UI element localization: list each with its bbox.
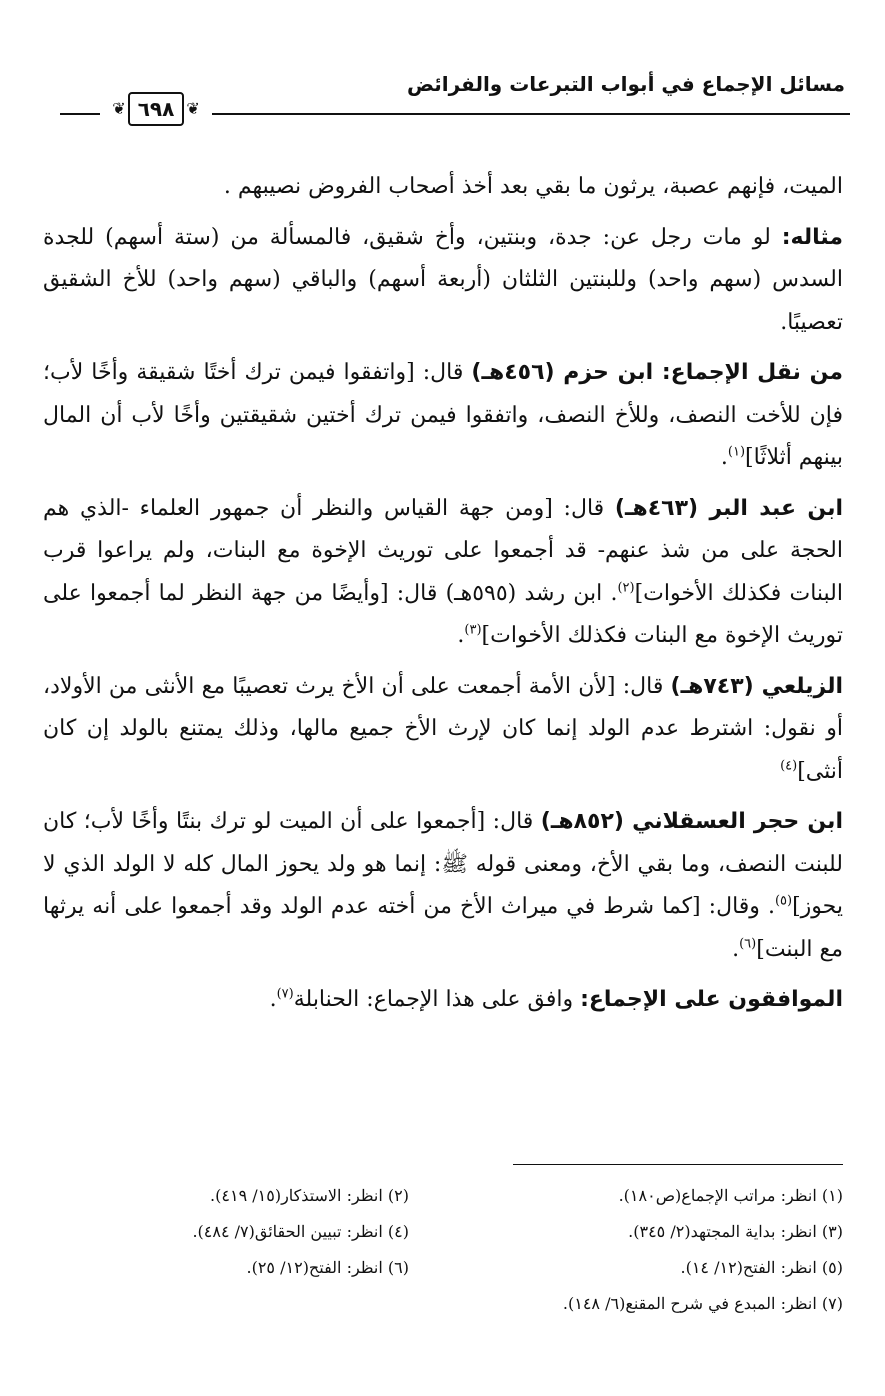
footnote-3: (٣) انظر: بداية المجتهد(٢/ ٣٤٥). bbox=[628, 1222, 843, 1241]
paragraph-text: قال: [لأن الأمة أجمعت على أن الأخ يرث تعصيبًا مع الأنثى من الأولاد، أو نقول: اشترط عدم الولد إنما كان لإرث الأخ جميع مالها، وذلك يمتنع بالولد إن كان أنثى] bbox=[43, 673, 843, 784]
paragraph-tail: . bbox=[269, 987, 277, 1012]
footnotes bbox=[43, 1178, 843, 1322]
footnote-ref[interactable]: (٣) bbox=[464, 622, 482, 638]
paragraph-ibn-hazm bbox=[43, 352, 843, 480]
footnote-7: (٧) انظر: المبدع في شرح المقنع(٦/ ١٤٨). bbox=[562, 1294, 843, 1313]
ornament-right-icon: ❦ bbox=[186, 99, 200, 118]
page-number-frame bbox=[100, 91, 212, 127]
footnote-row bbox=[43, 1286, 843, 1322]
paragraph-lead: ابن حجر العسقلاني (٨٥٢هـ) bbox=[540, 809, 843, 834]
ornament-left-icon: ❦ bbox=[112, 99, 126, 118]
paragraph-ibn-abd-al-barr bbox=[43, 488, 843, 658]
footnote-empty bbox=[43, 1286, 443, 1322]
footnote-6: (٦) انظر: الفتح(١٢/ ٢٥). bbox=[246, 1258, 409, 1277]
paragraph-lead: الموافقون على الإجماع: bbox=[580, 987, 843, 1012]
footnote-ref[interactable]: (٧) bbox=[276, 986, 294, 1002]
footnote-row bbox=[43, 1214, 843, 1250]
footnote-separator bbox=[513, 1164, 843, 1165]
footnote-1: (١) انظر: مراتب الإجماع(ص١٨٠). bbox=[618, 1186, 843, 1205]
footnote-ref[interactable]: (٢) bbox=[617, 580, 635, 596]
running-title: مسائل الإجماع في أبواب التبرعات والفرائض bbox=[406, 72, 845, 96]
footnote-ref[interactable]: (٦) bbox=[739, 936, 757, 952]
paragraph-lead: مثاله: bbox=[781, 224, 844, 250]
paragraph-tail: . bbox=[732, 936, 740, 962]
footnote-row bbox=[43, 1178, 843, 1214]
page-number: ٦٩٨ bbox=[128, 92, 185, 126]
footnote-ref[interactable]: (٥) bbox=[774, 893, 793, 909]
paragraph-text: قال: [ومن جهة القياس والنظر أن جمهور العلماء -الذي هم الحجة على من شذ عنهم- قد أجمعوا على توريث الإخوة مع البنات، ولم يراعوا قرب البنات فكذلك الأخوات] bbox=[43, 495, 843, 606]
footnote-2: (٢) انظر: الاستذكار(١٥/ ٤١٩). bbox=[210, 1186, 409, 1205]
footnote-row bbox=[43, 1250, 843, 1286]
paragraph-lead: من نقل الإجماع: ابن حزم (٤٥٦هـ) bbox=[471, 360, 843, 385]
paragraph-tail: . bbox=[720, 445, 728, 470]
paragraph-lead: الزيلعي (٧٤٣هـ) bbox=[670, 673, 843, 699]
footnote-4: (٤) انظر: تبيين الحقائق(٧/ ٤٨٤). bbox=[192, 1222, 409, 1241]
paragraph-text: قال: [واتفقوا فيمن ترك أختًا شقيقة وأخًا لأب؛ فإن للأخت النصف، وللأخ النصف، واتفقوا فيمن ترك أختين شقيقتين وأخًا لأب أن المال بينهم أثلاثًا] bbox=[43, 360, 843, 470]
footnote-5: (٥) انظر: الفتح(١٢/ ١٤). bbox=[680, 1258, 843, 1277]
paragraph-agreeing bbox=[43, 979, 843, 1022]
paragraph-tail: . bbox=[457, 623, 465, 648]
paragraph-lead: ابن عبد البر (٤٦٣هـ) bbox=[614, 495, 843, 521]
paragraph-example bbox=[43, 217, 843, 345]
paragraph-text: الميت، فإنهم عصبة، يرثون ما بقي بعد أخذ أصحاب الفروض نصيبهم . bbox=[223, 174, 843, 199]
footnote-ref[interactable]: (٤) bbox=[780, 758, 798, 774]
footnote-ref[interactable]: (١) bbox=[727, 444, 746, 460]
paragraph-tail: . ابن رشد (٥٩٥هـ) قال: [وأيضًا من جهة النظر لما أجمعوا على توريث الإخوة مع البنات فكذلك الأخوات] bbox=[43, 580, 843, 648]
paragraph-ibn-hajar bbox=[43, 801, 843, 971]
main-text bbox=[43, 166, 843, 1030]
paragraph-text: قال: [أجمعوا على أن الميت لو ترك بنتًا وأخًا لأب؛ كان للبنت النصف، وما بقي الأخ، ومعنى قوله ﷺ: إنما هو ولد يحوز المال كله لا الولد الذي لا يحوز] bbox=[43, 809, 843, 919]
paragraph-text: وافق على هذا الإجماع: الحنابلة bbox=[293, 987, 581, 1012]
paragraph-continuation bbox=[43, 166, 843, 209]
paragraph-zaylai bbox=[43, 666, 843, 794]
paragraph-tail: . وقال: [كما شرط في ميراث الأخ من أخته عدم الولد وقد أجمعوا على أنه يرثها مع البنت] bbox=[43, 894, 843, 962]
paragraph-text: لو مات رجل عن: جدة، وبنتين، وأخ شقيق، فالمسألة من (ستة أسهم) للجدة السدس (سهم واحد) وللبنتين الثلثان (أربعة أسهم) والباقي (سهم واحد) للأخ الشقيق تعصيبًا. bbox=[43, 224, 843, 335]
